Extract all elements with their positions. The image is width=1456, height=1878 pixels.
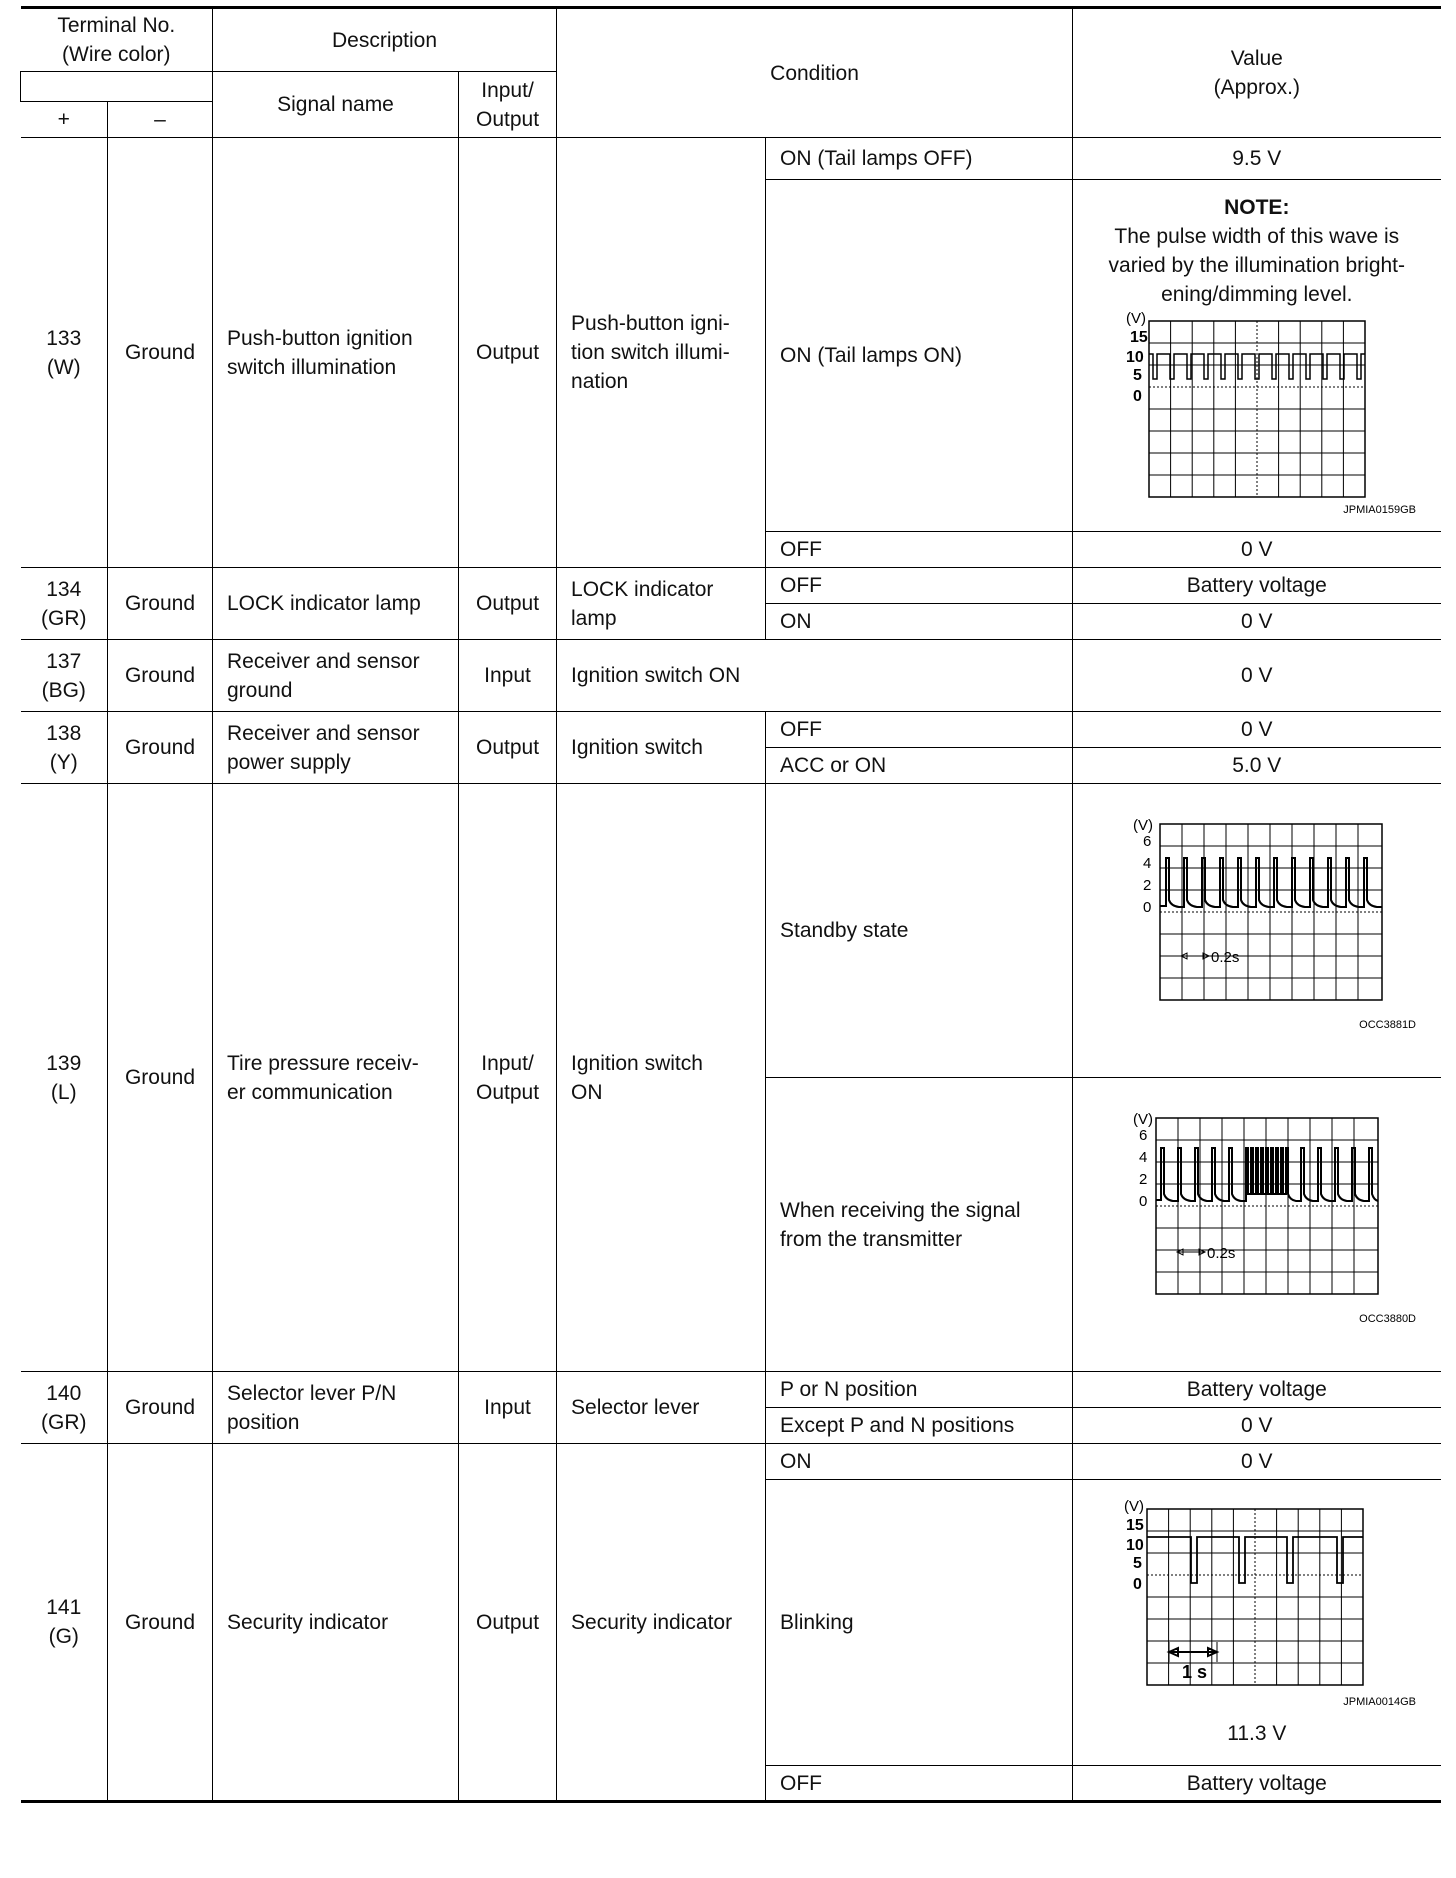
sub-condition-cell: Blinking [766,1480,1073,1766]
wave-unit-label: (V) [1133,816,1154,834]
figure-id: JPMIA0159GB [1343,503,1417,516]
ground-cell: Ground [108,138,213,568]
figure-id: JPMIA0014GB [1343,1696,1417,1708]
value-cell: 9.5 V [1073,138,1441,180]
table-row [21,640,1441,712]
time-div-label: 0.2s [1207,1244,1236,1262]
value-cell: 0 V [1073,604,1441,640]
wave-tick-label: 6 [1143,832,1152,850]
wave-tick-label: 0 [1143,898,1152,916]
wave-unit-label: (V) [1126,309,1147,327]
sub-condition-cell: ON [766,1444,1073,1480]
io-cell: Input [459,640,557,712]
standby-waveform-chart [1081,816,1431,1046]
terminal-cell: 139 (L) [21,784,108,1372]
condition-cell: Ignition switch [557,712,766,784]
table-row [21,1444,1441,1480]
value-cell-waveform [1073,180,1441,532]
value-cell-waveform [1073,784,1441,1078]
signal-cell: Tire pressure receiv- er communication [213,784,459,1372]
terminal-cell: 141 (G) [21,1444,108,1802]
wave-tick-label: 4 [1143,854,1152,872]
ground-cell: Ground [108,1444,213,1802]
table-row [21,138,1441,180]
wave-tick-label: 6 [1139,1126,1148,1144]
terminal-cell: 137 (BG) [21,640,108,712]
wave-tick-label: 10 [1126,1537,1144,1554]
value-cell: Battery voltage [1073,568,1441,604]
receiving-waveform-chart [1081,1110,1431,1340]
figure-id: OCC3880D [1359,1312,1417,1325]
table-row [21,712,1441,748]
ground-cell: Ground [108,784,213,1372]
sub-condition-cell: ON (Tail lamps ON) [766,180,1073,532]
minus-header: – [108,102,213,138]
wave-tick-label: 0 [1139,1192,1148,1210]
terminal-cell: 138 (Y) [21,712,108,784]
condition-cell: Push-button igni- tion switch illumi- nation [557,138,766,568]
figure-id: OCC3881D [1359,1018,1417,1031]
value-cell: 0 V [1073,1408,1441,1444]
signal-cell: Receiver and sensor power supply [213,712,459,784]
value-cell: 0 V [1073,640,1441,712]
value-cell: Battery voltage [1073,1372,1441,1408]
io-cell: Input [459,1372,557,1444]
signal-cell: Selector lever P/N position [213,1372,459,1444]
sub-condition-cell: ON [766,604,1073,640]
signal-cell: Security indicator [213,1444,459,1802]
pulse-waveform-chart [1081,309,1431,519]
signal-cell: Push-button ignition switch illumination [213,138,459,568]
wave-unit-label: (V) [1124,1498,1145,1515]
table-row [21,568,1441,604]
sub-condition-cell: ON (Tail lamps OFF) [766,138,1073,180]
value-text: 11.3 V [1227,1722,1287,1745]
io-cell: Input/ Output [459,784,557,1372]
sub-condition-cell: Standby state [766,784,1073,1078]
ground-cell: Ground [108,640,213,712]
note-heading: NOTE: [1224,195,1290,219]
ground-cell: Ground [108,712,213,784]
ground-cell: Ground [108,568,213,640]
sub-condition-cell: OFF [766,568,1073,604]
wave-tick-label: 5 [1133,1555,1142,1572]
sub-condition-cell: OFF [766,532,1073,568]
value-header: Value (Approx.) [1073,8,1441,138]
io-cell: Output [459,138,557,568]
wave-tick-label: 5 [1133,366,1142,384]
io-cell: Output [459,1444,557,1802]
plus-header: + [21,102,108,138]
condition-cell: Selector lever [557,1372,766,1444]
value-cell: 0 V [1073,712,1441,748]
time-div-label: 1 s [1182,1662,1208,1682]
wave-tick-label: 0 [1133,387,1142,405]
value-cell-waveform [1073,1078,1441,1372]
signal-cell: LOCK indicator lamp [213,568,459,640]
sub-condition-cell: ACC or ON [766,748,1073,784]
table-row [21,784,1441,1078]
blinking-waveform-chart [1081,1497,1431,1719]
wave-tick-label: 2 [1143,876,1152,894]
ground-cell: Ground [108,1372,213,1444]
sub-condition-cell: P or N position [766,1372,1073,1408]
signal-cell: Receiver and sensor ground [213,640,459,712]
condition-header: Condition [557,8,1073,138]
value-cell: Battery voltage [1073,1766,1441,1802]
condition-cell: Ignition switch ON [557,640,1073,712]
terminal-cell: 140 (GR) [21,1372,108,1444]
sub-condition-cell: Except P and N positions [766,1408,1073,1444]
table-row [21,1372,1441,1408]
value-cell: 0 V [1073,1444,1441,1480]
sub-condition-cell: OFF [766,1766,1073,1802]
wave-tick-label: 10 [1126,348,1144,366]
description-header: Description [213,8,557,72]
sub-condition-cell: OFF [766,712,1073,748]
io-header: Input/ Output [459,72,557,138]
value-cell: 0 V [1073,532,1441,568]
terminal-cell: 133 (W) [21,138,108,568]
terminal-table-page [20,6,1440,1803]
condition-cell: LOCK indicator lamp [557,568,766,640]
note-text: The pulse width of this wave is varied by the illumination bright- ening/dimming level. [1108,224,1406,306]
condition-cell: Ignition switch ON [557,784,766,1372]
wave-tick-label: 15 [1126,1517,1144,1534]
terminal-table [20,6,1441,1803]
time-div-label: 0.2s [1211,948,1240,966]
condition-cell: Security indicator [557,1444,766,1802]
terminal-header: Terminal No. (Wire color) [21,8,213,72]
wave-tick-label: 15 [1130,328,1148,346]
value-cell-waveform [1073,1480,1441,1766]
sub-condition-cell: When receiving the signal from the transmitter [766,1078,1073,1372]
wave-tick-label: 0 [1133,1576,1142,1593]
wave-tick-label: 4 [1139,1148,1148,1166]
signal-name-header: Signal name [213,72,459,138]
io-cell: Output [459,712,557,784]
value-cell: 5.0 V [1073,748,1441,784]
wave-unit-label: (V) [1133,1110,1154,1128]
io-cell: Output [459,568,557,640]
terminal-cell: 134 (GR) [21,568,108,640]
wave-tick-label: 2 [1139,1170,1148,1188]
